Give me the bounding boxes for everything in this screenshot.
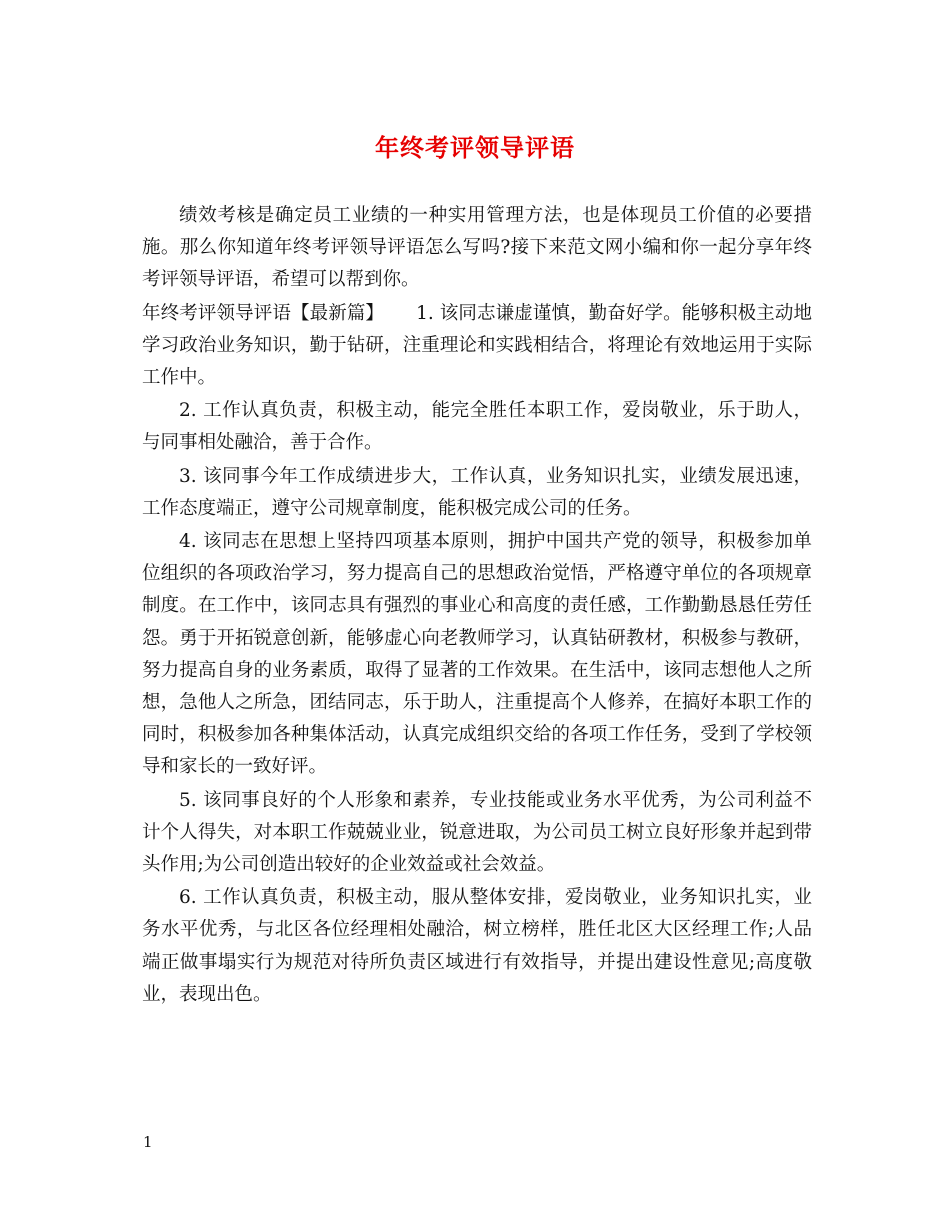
comment-item-4: 4. 该同志在思想上坚持四项基本原则，拥护中国共产党的领导，积极参加单位组织的各项政治学习，努力提高自己的思想政治觉悟，严格遵守单位的各项规章制度。在工作中，该同志具有强烈的事业心和高度的责任感，工作勤勤恳恳任劳任怨。勇于开拓锐意创新，能够虚心向老教师学习，认真钻研教材，积极参与教研，努力提高自身的业务素质，取得了显著的工作效果。在生活中，该同志想他人之所想，急他人之所急，团结同志，乐于助人，注重提高个人修养，在搞好本职工作的同时，积极参加各种集体活动，认真完成组织交给的各项工作任务，受到了学校领导和家长的一致好评。 [142, 531, 812, 778]
section-paragraph [142, 298, 812, 395]
comment-item-5: 5. 该同事良好的个人形象和素养，专业技能或业务水平优秀，为公司利益不计个人得失，对本职工作兢兢业业，锐意进取，为公司员工树立良好形象并起到带头作用;为公司创造出较好的企业效益或社会效益。 [142, 789, 812, 876]
comment-item-6: 6. 工作认真负责，积极主动，服从整体安排，爱岗敬业，业务知识扎实，业务水平优秀，与北区各位经理相处融洽，树立榜样，胜任北区大区经理工作;人品端正做事塌实行为规范对待所负责区域进行有效指导，并提出建设性意见;高度敬业，表现出色。 [142, 887, 812, 1005]
intro-paragraph: 绩效考核是确定员工业绩的一种实用管理方法，也是体现员工价值的必要措施。那么你知道年终考评领导评语怎么写吗?接下来范文网小编和你一起分享年终考评领导评语，希望可以帮到你。 [142, 205, 812, 291]
comment-item-1: 1. 该同志谦虚谨慎，勤奋好学。能够积极主动地学习政治业务知识，勤于钻研，注重理论和实践相结合，将理论有效地运用于实际工作中。 [142, 302, 812, 389]
document-body [142, 200, 812, 1012]
document-title: 年终考评领导评语 [375, 133, 575, 162]
comment-item-2: 2. 工作认真负责，积极主动，能完全胜任本职工作，爱岗敬业，乐于助人，与同事相处融洽，善于合作。 [142, 400, 812, 454]
section-heading: 年终考评领导评语【最新篇】 [142, 302, 385, 324]
page-number: 1 [143, 1133, 153, 1151]
comment-item-3: 3. 该同事今年工作成绩进步大，工作认真，业务知识扎实，业绩发展迅速，工作态度端正，遵守公司规章制度，能积极完成公司的任务。 [142, 465, 812, 519]
